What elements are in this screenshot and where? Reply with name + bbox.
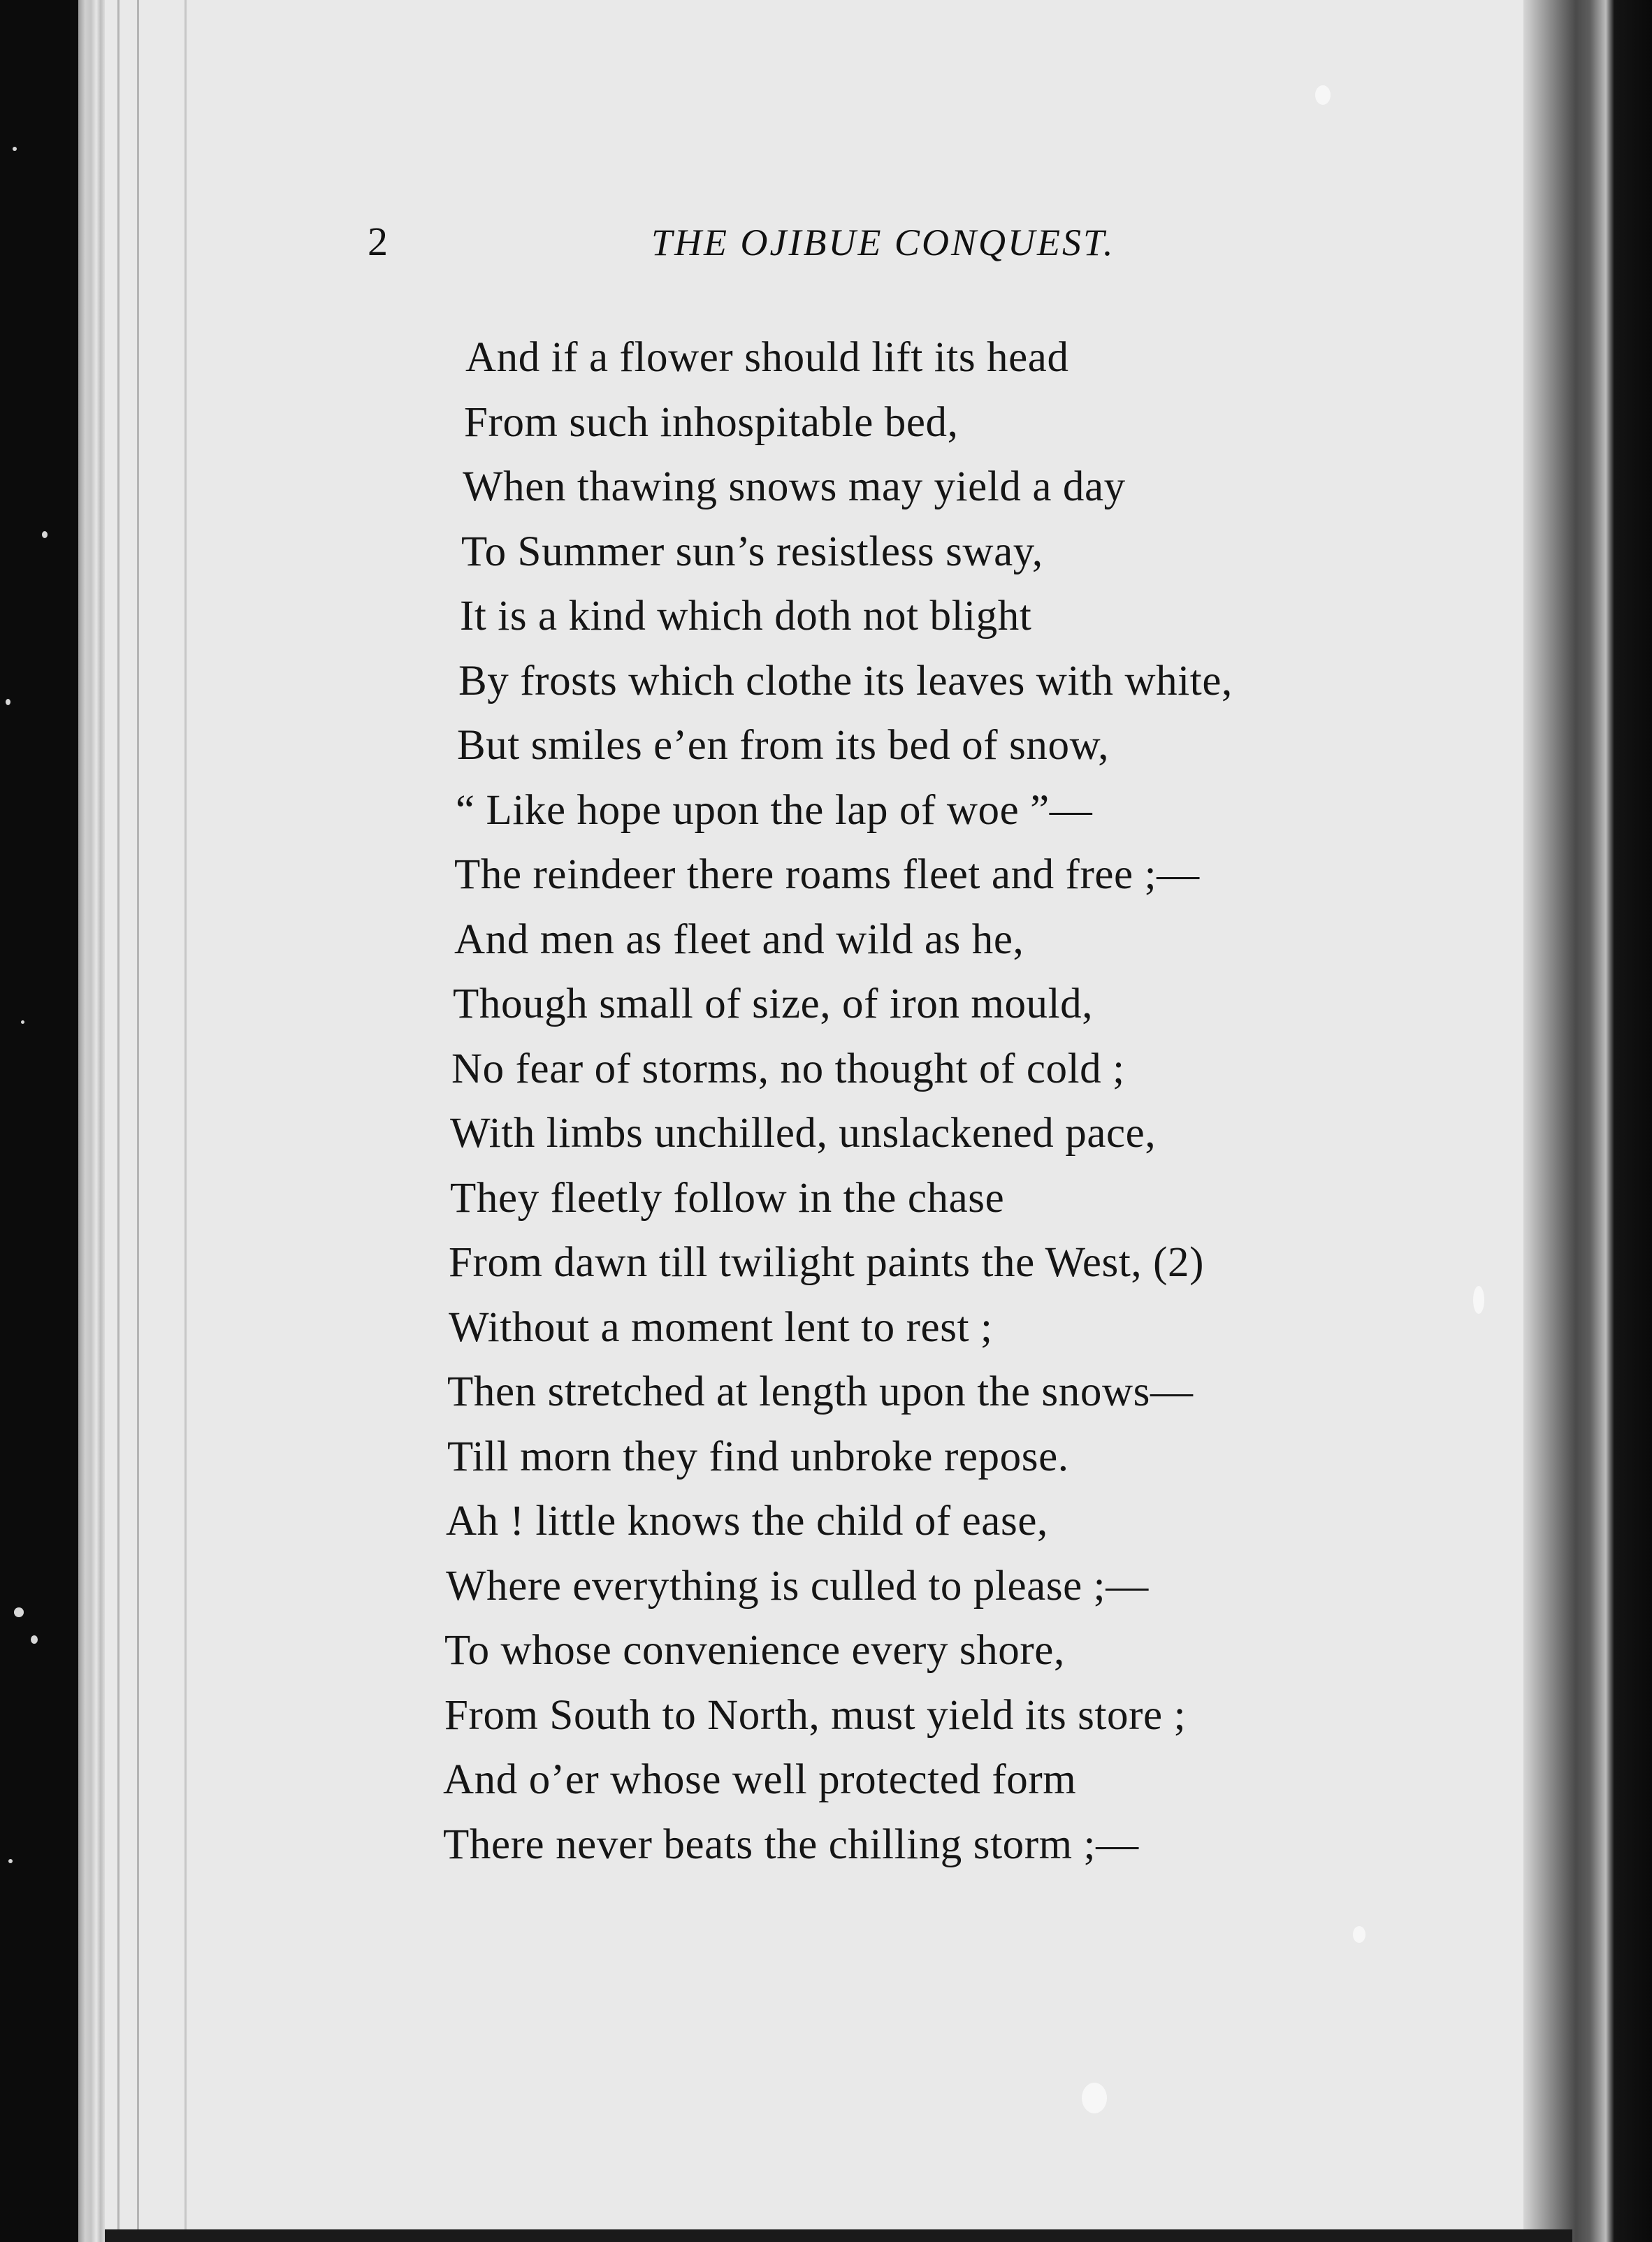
scan-speck	[8, 1859, 13, 1863]
poem-line: The reindeer there roams fleet and free ;—	[454, 851, 1200, 898]
scan-speck	[6, 699, 10, 705]
poem-line: And men as fleet and wild as he,	[454, 916, 1024, 963]
poem-line: From such inhospitable bed,	[464, 398, 959, 446]
poem-line: It is a kind which doth not blight	[460, 593, 1032, 639]
poem-line: “ Like hope upon the lap of woe ”—	[456, 786, 1093, 834]
paper-blemish	[1315, 85, 1331, 105]
page-edge-line	[184, 0, 187, 2242]
poem-line: Without a moment lent to rest ;	[449, 1303, 993, 1351]
scan-speck	[21, 1020, 24, 1024]
poem-line: And o’er whose well protected form	[443, 1756, 1077, 1803]
paper-blemish	[1353, 1926, 1365, 1943]
scan-speck	[14, 1607, 24, 1617]
poem-line: And if a flower should lift its head	[465, 334, 1069, 381]
poem-line: Though small of size, of iron mould,	[453, 981, 1094, 1027]
page-number: 2	[368, 219, 388, 264]
poem-line: There never beats the chilling storm ;—	[443, 1821, 1139, 1868]
scan-bottom-edge	[105, 2229, 1572, 2242]
poem-line: From dawn till twilight paints the West, (2)	[449, 1239, 1205, 1286]
scan-speck	[13, 147, 17, 151]
page-edge-line	[117, 0, 119, 2242]
poem-line: Then stretched at length upon the snows—	[447, 1368, 1194, 1415]
paper-blemish	[1082, 2083, 1107, 2113]
poem-line: When thawing snows may yield a day	[463, 463, 1126, 510]
scan-speck	[31, 1635, 38, 1644]
poem-line: Till morn they find unbroke repose.	[447, 1433, 1069, 1480]
poem-line: To whose convenience every shore,	[444, 1627, 1065, 1674]
poem-line: To Summer sun’s resistless sway,	[461, 528, 1043, 575]
scan-speck	[42, 531, 48, 538]
poem-line: With limbs unchilled, unslackened pace,	[450, 1110, 1157, 1157]
running-title: THE OJIBUE CONQUEST.	[651, 222, 1115, 263]
poem-line: But smiles e’en from its bed of snow,	[457, 722, 1110, 769]
poem-line: They fleetly follow in the chase	[450, 1174, 1005, 1222]
poem-line: Where everything is culled to please ;—	[446, 1562, 1149, 1610]
poem-text	[439, 326, 1487, 1877]
poem-line: By frosts which clothe its leaves with white,	[458, 657, 1233, 704]
poem-line: Ah ! little knows the child of ease,	[446, 1498, 1048, 1545]
poem-line: No fear of storms, no thought of cold ;	[451, 1045, 1125, 1092]
running-head	[0, 218, 1652, 274]
page-edge-line	[137, 0, 139, 2242]
binding-gutter-shadow	[1523, 0, 1652, 2242]
poem-line: From South to North, must yield its store ;	[444, 1691, 1187, 1739]
